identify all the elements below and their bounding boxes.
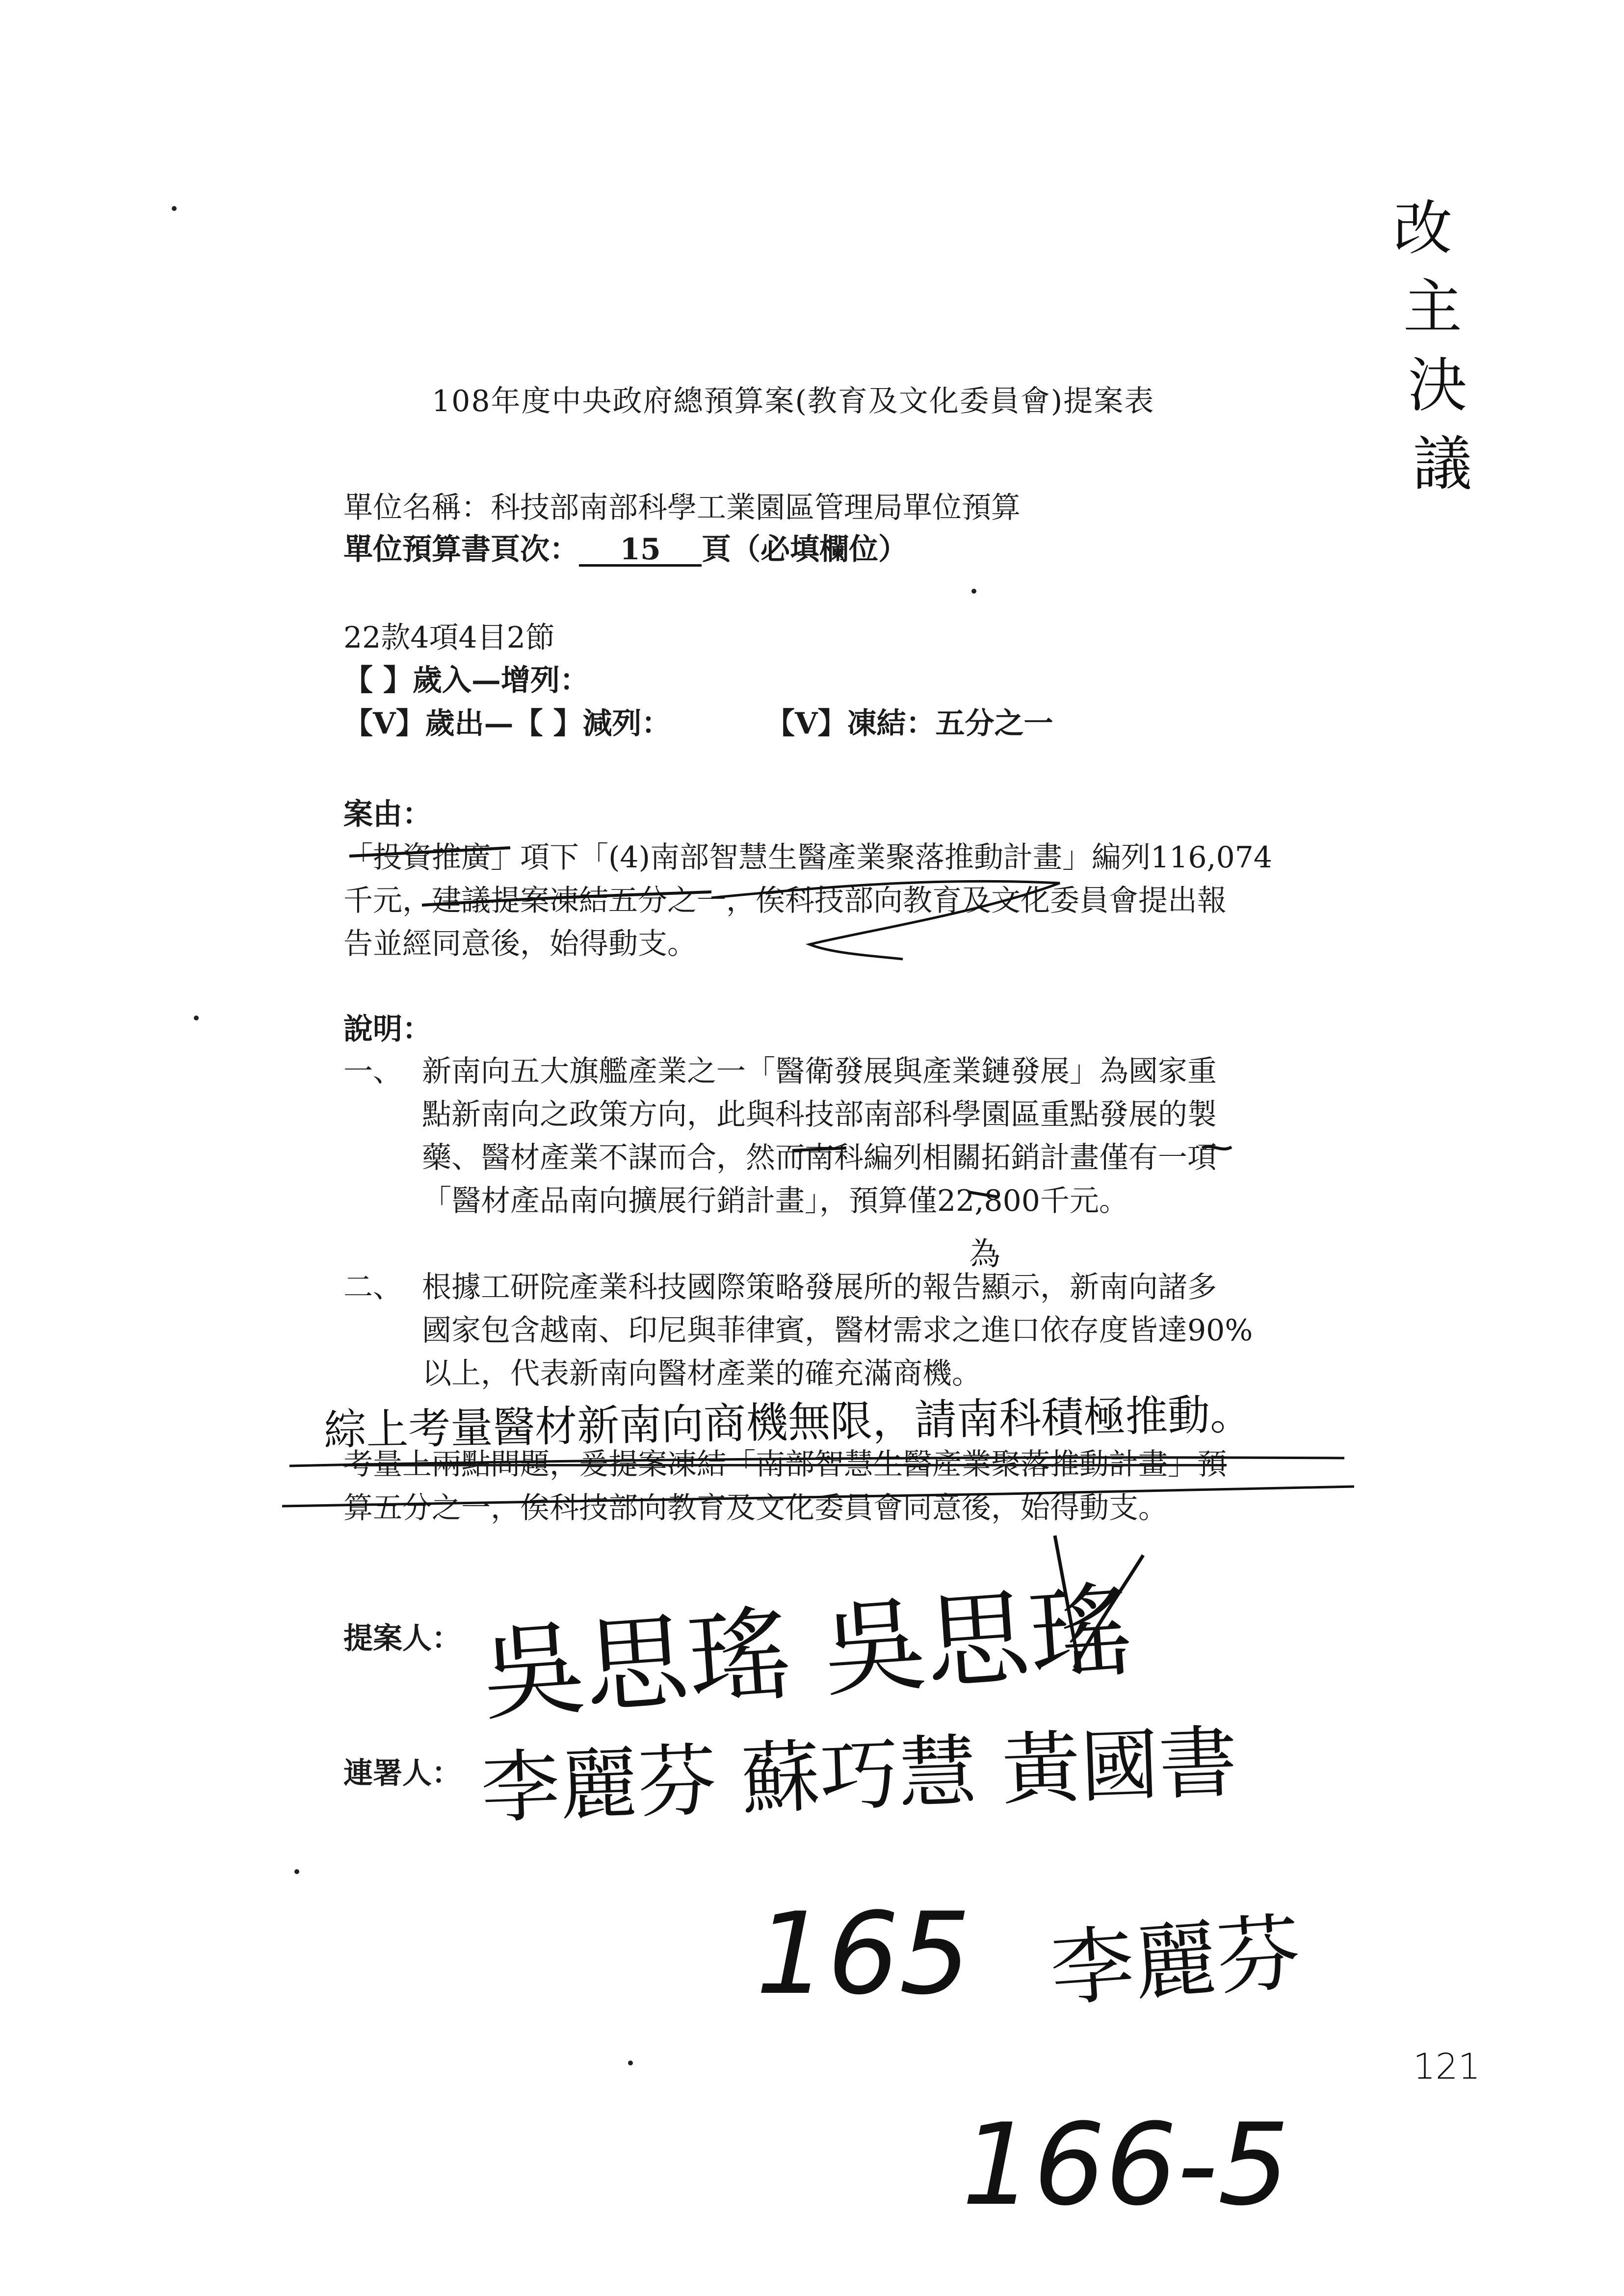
item-2-line-1: 根據工研院產業科技國際策略發展所的報告顯示，新南向諸多 [422, 1270, 1217, 1305]
margin-note-char-3: 決 [1408, 352, 1467, 420]
freeze-checkbox: 【V】 [765, 706, 847, 741]
strike-only-line3 [1202, 1147, 1231, 1149]
item-1-line-3: 藥、醫材產業不謀而合，然而南科編列相關拓銷計畫僅有一項 [422, 1141, 1217, 1175]
signature-cross-mark [1055, 1536, 1143, 1668]
scan-speck [294, 1869, 299, 1874]
item-2-line-3: 以上，代表新南向醫材產業的確充滿商機。 [422, 1357, 981, 1391]
unit-label: 單位名稱： [343, 491, 491, 525]
strike-investment-promotion [349, 848, 510, 856]
budget-page-suffix: 頁（必填欄位） [702, 532, 908, 567]
page-number: 121 [1413, 2046, 1481, 2087]
handwritten-insert: 綜上考量醫材新南向商機無限，請南科積極推動。 [323, 1390, 1253, 1456]
proposer-label: 提案人： [343, 1621, 461, 1656]
conclusion-strike-1 [289, 1458, 1344, 1466]
strike-however [792, 1148, 846, 1150]
scan-speck [971, 589, 976, 594]
document-title: 108年度中央政府總預算案(教育及文化委員會)提案表 [432, 384, 1155, 418]
reason-heading: 案由： [343, 797, 432, 832]
bottom-number: 166-5 [962, 2100, 1290, 2231]
scan-speck [628, 2061, 633, 2065]
cosigner-label: 連署人： [343, 1756, 461, 1791]
stamp-number: 165 [756, 1889, 971, 2020]
explanation-heading: 說明： [343, 1012, 432, 1046]
income-checkbox: 【 】 [343, 663, 413, 698]
reduce-label: 減列： [582, 706, 671, 741]
margin-note-char-2: 主 [1403, 273, 1462, 341]
reduce-checkbox: 【 】 [513, 706, 583, 741]
income-label: 歲入—增列： [412, 663, 589, 698]
margin-note-char-1: 改 [1393, 195, 1452, 263]
budget-page-label: 單位預算書頁次： [343, 532, 579, 567]
item-1-handwritten-correction: 為 [969, 1236, 1000, 1273]
unit-value: 科技部南部科學工業園區管理局單位預算 [491, 491, 1021, 525]
section-code: 22款4項4目2節 [343, 621, 555, 655]
stamp-signature: 李麗芬 [1047, 1904, 1304, 2019]
strike-proposal-phrase [422, 892, 711, 905]
item-1-line-1: 新南向五大旗艦產業之一「醫衛發展與產業鏈發展」為國家重 [422, 1054, 1217, 1089]
item-1-line-2: 點新南向之政策方向，此與科技部南部科學園區重點發展的製 [422, 1097, 1217, 1132]
scan-speck [172, 206, 177, 211]
conclusion-strike-2 [282, 1487, 1354, 1506]
expense-checkbox: 【V】 [343, 706, 425, 741]
item-2-line-2: 國家包含越南、印尼與菲律賓，醫材需求之進口依存度皆達90% [422, 1313, 1253, 1348]
item-1-number: 一、 [343, 1054, 402, 1089]
budget-page-value: 15 [579, 535, 702, 567]
conclusion-line-1: 考量上兩點問題，爰提案凍結「南部智慧生醫產業聚落推動計畫」預 [343, 1447, 1227, 1482]
reason-line-3: 告並經同意後，始得動支。 [343, 927, 697, 961]
cosigner-signatures: 李麗芬 蘇巧慧 黃國書 [479, 1716, 1239, 1834]
reason-line-1: 「投資推廣」項下「(4)南部智慧生醫產業聚落推動計畫」編列116,074 [343, 840, 1273, 875]
reason-underline-stroke [711, 881, 1060, 959]
margin-note-char-4: 議 [1413, 430, 1472, 498]
freeze-label: 凍結：五分之一 [847, 706, 1053, 741]
item-1-line-4: 「醫材產品南向擴展行銷計畫」，預算僅22,800千元。 [422, 1184, 1128, 1218]
item-2-number: 二、 [343, 1270, 402, 1305]
scan-speck [194, 1016, 199, 1020]
expense-label: 歲出— [425, 706, 514, 741]
strike-only-line4 [969, 1192, 998, 1197]
conclusion-line-2: 算五分之一，俟科技部向教育及文化委員會同意後，始得動支。 [343, 1491, 1168, 1525]
reason-line-2: 千元，建議提案凍結五分之一，俟科技部向教育及文化委員會提出報 [343, 884, 1227, 918]
proposer-signatures: 吳思瑤 吳思瑤 [478, 1569, 1136, 1735]
